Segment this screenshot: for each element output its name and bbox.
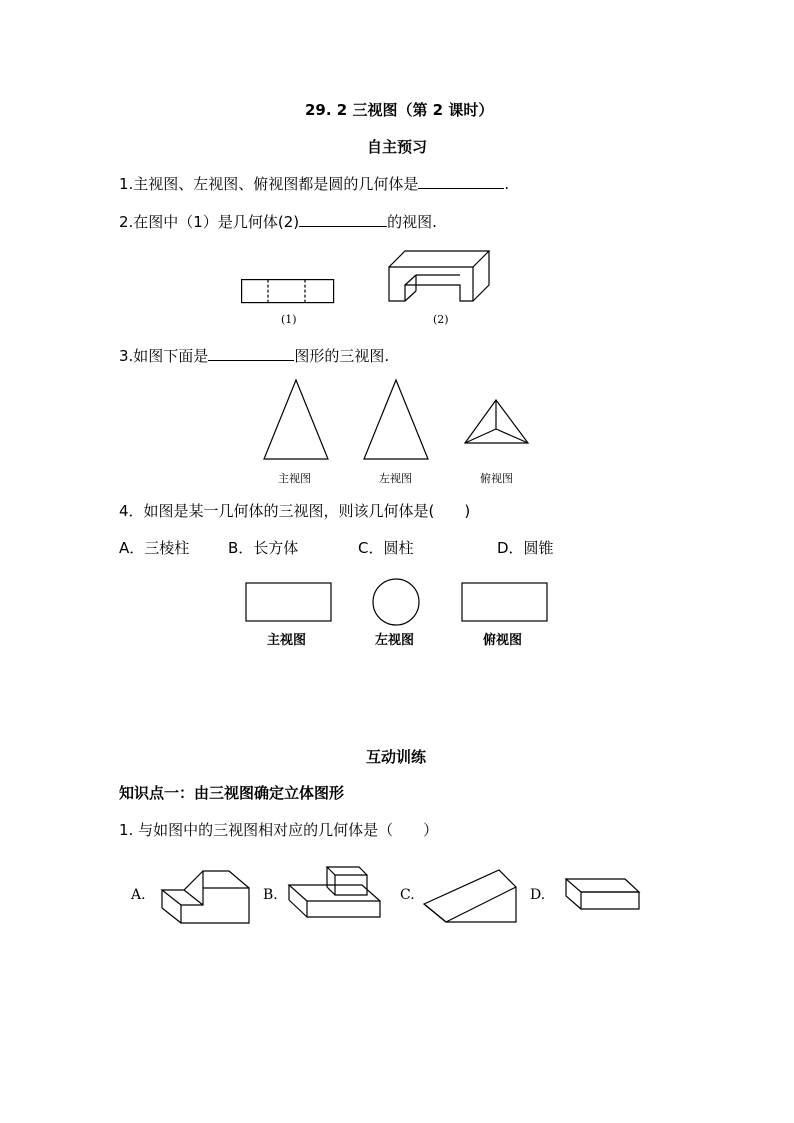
view-caption: 主视图 [278,472,311,485]
option-b-cube-on-slab [287,862,383,920]
option-b[interactable]: B．长方体 [228,539,299,557]
question-3 [119,345,389,366]
question-1-text: 1.主视图、左视图、俯视图都是圆的几何体是 [119,175,419,193]
view-caption: 俯视图 [483,633,523,648]
question-2-end: 的视图. [387,213,437,231]
question-3-end: 图形的三视图. [294,347,390,365]
left-view-triangle [363,379,429,461]
option-d-flat-box [564,876,642,912]
question-2 [119,211,437,232]
knowledge-point-heading: 知识点一：由三视图确定立体图形 [119,784,345,802]
view-caption: 左视图 [379,472,412,485]
question-4: 4．如图是某一几何体的三视图，则该几何体是( ) [119,502,471,520]
figure-caption: (1) [281,313,297,326]
training-question-1: 1. 与如图中的三视图相对应的几何体是（ ） [119,821,439,839]
option-label-c[interactable]: C. [400,887,415,903]
section-heading-preview: 自主预习 [367,138,428,156]
question-2-text: 2.在图中（1）是几何体(2) [119,213,300,231]
option-c[interactable]: C．圆柱 [358,539,414,557]
view-caption: 左视图 [375,633,415,648]
question-3-text: 3.如图下面是 [119,347,209,365]
figure-view-strip [241,279,335,304]
left-view-circle [372,578,422,628]
option-d[interactable]: D．圆锥 [497,539,554,557]
view-caption: 俯视图 [480,472,513,485]
question-1 [119,173,509,194]
answer-blank[interactable] [299,211,387,227]
front-view-triangle [263,379,329,461]
option-c-wedge [422,867,518,925]
section-heading-training: 互动训练 [366,748,427,766]
top-view-triangle [464,399,530,445]
option-a[interactable]: A．三棱柱 [119,539,190,557]
option-label-b[interactable]: B. [263,887,278,903]
view-caption: 主视图 [267,633,307,648]
figure-caption: (2) [433,313,449,326]
option-a-step-solid [158,868,252,926]
front-view-rectangle [245,582,333,622]
option-label-a[interactable]: A. [131,887,146,903]
answer-blank[interactable] [418,173,504,189]
page-title: 29. 2 三视图（第 2 课时） [305,101,494,119]
figure-bridge-solid [387,248,492,304]
answer-blank[interactable] [208,345,294,361]
question-1-end: . [504,175,510,193]
option-label-d[interactable]: D. [530,887,546,903]
top-view-rectangle [461,582,549,622]
